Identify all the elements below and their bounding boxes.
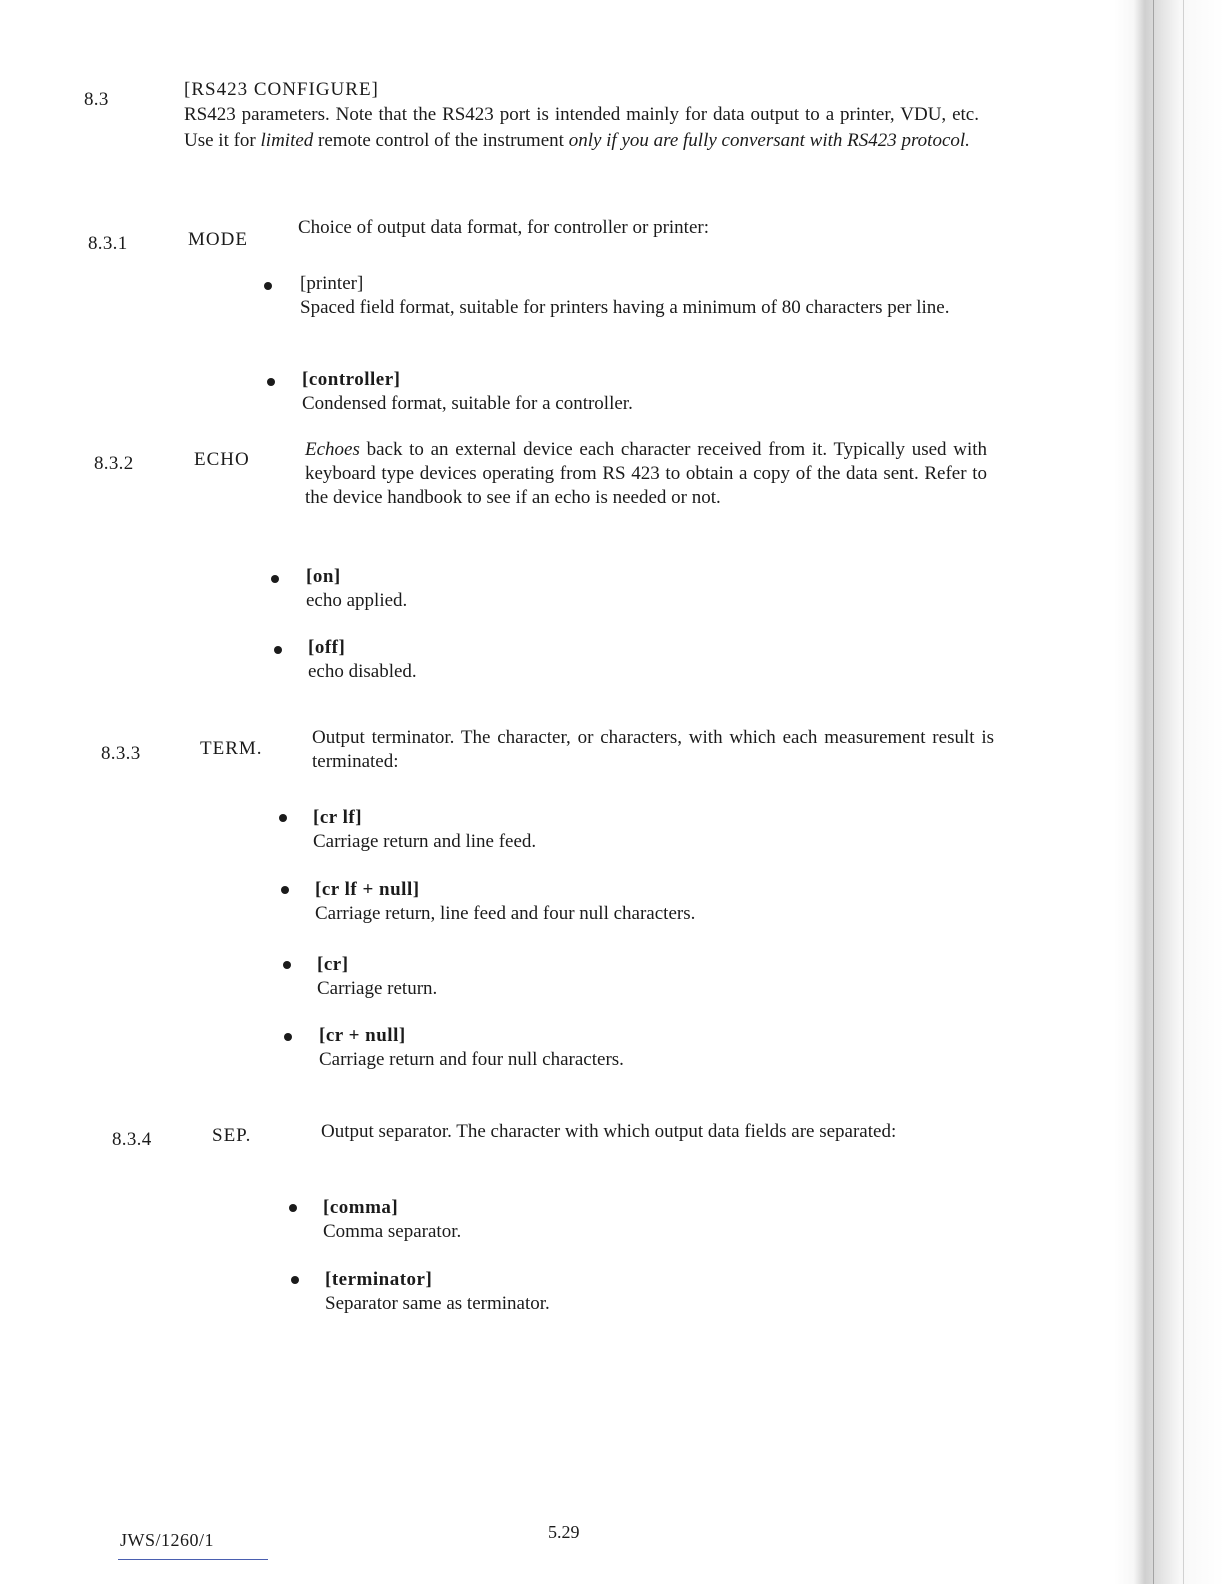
section-title: [RS423 CONFIGURE] <box>184 79 379 100</box>
term-option-cr-lf <box>313 806 1003 854</box>
bullet-icon <box>281 886 289 894</box>
page-number: 5.29 <box>548 1522 580 1542</box>
scan-edge-shadow <box>1114 0 1224 1584</box>
mode-description: Choice of output data format, for controller or printer: <box>298 217 710 238</box>
mode-label: MODE <box>188 229 248 250</box>
echo-option-off <box>308 636 998 684</box>
section-number: 8.3 <box>84 89 109 110</box>
bullet-icon <box>283 961 291 969</box>
option-desc: Carriage return and four null characters. <box>319 1049 624 1070</box>
sep-label: SEP. <box>212 1125 252 1146</box>
echo-italic-echoes: Echoes <box>305 439 360 460</box>
mode-option-printer <box>300 272 985 320</box>
option-name: [cr lf + null] <box>315 879 420 900</box>
term-option-cr <box>317 953 1007 1001</box>
option-name: [cr + null] <box>319 1025 406 1046</box>
footer-rule <box>118 1559 268 1560</box>
sep-description: Output separator. The character with which output data fields are separated: <box>321 1121 897 1142</box>
option-desc: Carriage return, line feed and four null characters. <box>315 903 696 924</box>
option-desc: Spaced field format, suitable for printers having a minimum of 80 characters per line. <box>300 297 950 318</box>
mode-option-controller <box>302 368 992 416</box>
scan-edge-line <box>1183 0 1184 1584</box>
echo-description <box>305 438 987 510</box>
term-number: 8.3.3 <box>101 743 141 764</box>
option-desc: Separator same as terminator. <box>325 1293 550 1314</box>
option-name: [cr] <box>317 954 349 975</box>
echo-description-text: back to an external device each character received from it. Typically used with keyboard type devices operating from RS 423 to obtain a copy of the data sent. Refer to the device handbook to see if an echo is needed or not. <box>305 439 988 508</box>
bullet-icon <box>284 1033 292 1041</box>
option-name: [cr lf] <box>313 807 363 828</box>
bullet-icon <box>264 282 272 290</box>
option-desc: echo applied. <box>306 590 408 611</box>
option-desc: echo disabled. <box>308 661 417 682</box>
document-reference: JWS/1260/1 <box>120 1530 215 1550</box>
bullet-icon <box>279 814 287 822</box>
intro-text-2: remote control of the instrument <box>318 130 564 151</box>
bullet-icon <box>267 378 275 386</box>
section-intro <box>184 102 979 154</box>
option-desc: Carriage return. <box>317 978 438 999</box>
option-name: [comma] <box>323 1197 399 1218</box>
option-desc: Comma separator. <box>323 1221 462 1242</box>
term-label: TERM. <box>200 738 263 759</box>
option-desc: Condensed format, suitable for a controller. <box>302 393 633 414</box>
sep-option-comma <box>323 1196 1013 1244</box>
bullet-icon <box>289 1204 297 1212</box>
intro-text: RS423 parameters. Note that the RS423 port is intended mainly for data output to a printer, VDU, etc. Use it for <box>184 104 979 151</box>
option-name: [on] <box>306 566 341 587</box>
option-name: [printer] <box>300 273 364 294</box>
bullet-icon <box>291 1276 299 1284</box>
intro-italic-limited: limited <box>260 130 314 151</box>
mode-number: 8.3.1 <box>88 233 128 254</box>
sep-option-terminator <box>325 1268 1015 1316</box>
bullet-icon <box>274 646 282 654</box>
option-desc: Carriage return and line feed. <box>313 831 537 852</box>
echo-number: 8.3.2 <box>94 453 134 474</box>
intro-italic-protocol: only if you are fully conversant with RS423 protocol. <box>568 130 970 151</box>
bullet-icon <box>271 575 279 583</box>
echo-label: ECHO <box>194 449 250 470</box>
option-name: [off] <box>308 637 346 658</box>
sep-number: 8.3.4 <box>112 1129 152 1150</box>
term-description: Output terminator. The character, or characters, with which each measurement result is terminated: <box>312 727 994 772</box>
option-name: [terminator] <box>325 1269 433 1290</box>
term-option-cr-null <box>319 1024 1009 1072</box>
option-name: [controller] <box>302 369 401 390</box>
echo-option-on <box>306 565 996 613</box>
scan-edge-line <box>1153 0 1154 1584</box>
term-option-cr-lf-null <box>315 878 1005 926</box>
